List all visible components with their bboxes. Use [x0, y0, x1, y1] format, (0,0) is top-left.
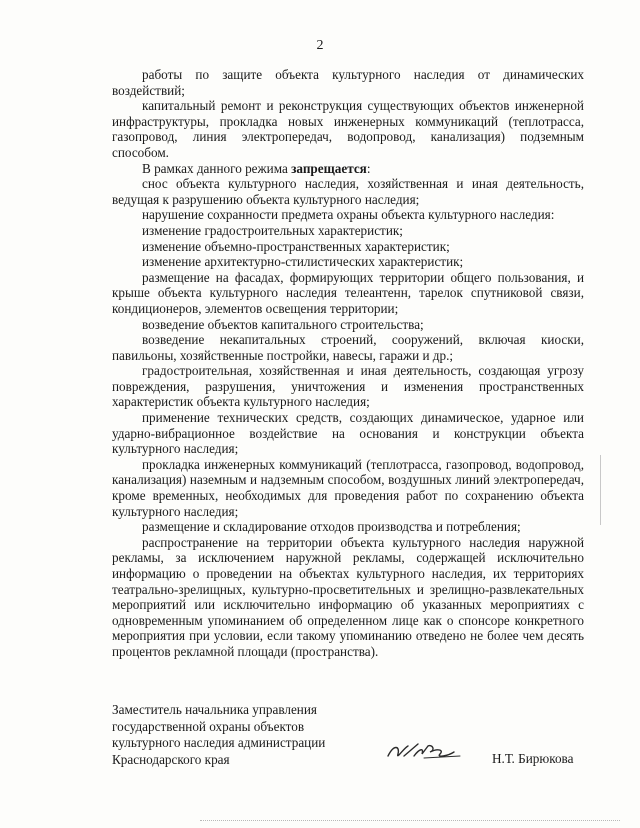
signature-block	[112, 702, 602, 768]
position-line: Краснодарского края	[112, 751, 230, 767]
prohibition-item: изменение градостроительных характеристик;	[142, 222, 403, 238]
page-number: 2	[316, 38, 324, 53]
position-line: Заместитель начальника управления	[112, 702, 317, 717]
prohibition-item: снос объекта культурного наследия, хозяйственная и иная деятельность, ведущая к разрушению объекта культурного наследия;	[112, 176, 584, 207]
paragraph: работы по защите объекта культурного наследия от динамических воздействий;	[112, 67, 584, 98]
signatory-name: Н.Т. Бирюкова	[492, 751, 574, 766]
prohibition-item: нарушение сохранности предмета охраны объекта культурного наследия:	[142, 207, 555, 223]
regime-intro-bold: запрещается	[291, 160, 367, 176]
signatory-position	[112, 702, 372, 768]
prohibition-item: размещение и складирование отходов производства и потребления;	[142, 519, 521, 535]
prohibition-item: прокладка инженерных коммуникаций (теплотрасса, газопровод, водопровод, канализация) наземным и надземным способом, воздушных линий электропередач, кроме временных, необходимых для проведения работ по сохранению объекта культурного наследия;	[112, 456, 584, 519]
prohibition-item: градостроительная, хозяйственная и иная деятельность, создающая угрозу повреждения, разрушения, уничтожения и изменения пространственных характеристик объекта культурного наследия;	[112, 363, 584, 410]
regime-intro	[112, 161, 584, 177]
prohibition-item: изменение архитектурно-стилистических характеристик;	[142, 254, 464, 270]
scan-artifact	[200, 820, 620, 821]
regime-intro-prefix: В рамках данного режима	[142, 160, 292, 176]
regime-intro-suffix: :	[366, 160, 371, 176]
scan-artifact	[600, 455, 601, 525]
prohibition-item: распространение на территории объекта культурного наследия наружной рекламы, за исключением наружной рекламы, содержащей исключительно информацию о проведении на объектах культурного наследия, их территориях театрально-зрелищных, культурно-просветительных и зрелищно-развлекательных мероприятий или исключительно информацию об указанных мероприятиях с одновременным упоминанием об определенном лице как о спонсоре конкретного мероприятия при условии, если такому упоминанию отведено не более чем десять процентов рекламной площади (пространства).	[112, 534, 584, 659]
prohibition-item: возведение некапитальных строений, сооружений, включая киоски, павильоны, хозяйственные постройки, навесы, гаражи и др.;	[112, 332, 584, 363]
document-body	[112, 67, 584, 660]
prohibition-item: размещение на фасадах, формирующих территории общего пользования, и крыше объекта культурного наследия телеантенн, тарелок спутниковой связи, кондиционеров, элементов освещения территории;	[112, 269, 584, 316]
prohibition-item: применение технических средств, создающих динамическое, ударное или ударно-вибрационное воздействие на основания и конструкции объекта культурного наследия;	[112, 410, 584, 457]
position-line: культурного наследия администрации	[112, 735, 326, 750]
prohibition-item: возведение объектов капитального строительства;	[142, 316, 424, 332]
position-line: государственной охраны объектов	[112, 718, 305, 734]
paragraph: капитальный ремонт и реконструкция существующих объектов инженерной инфраструктуры, прокладка новых инженерных коммуникаций (теплотрасса, газопровод, линия электропередач, водопровод, канализация) подземным способом.	[112, 98, 584, 160]
handwritten-signature-icon	[384, 734, 464, 766]
prohibition-item: изменение объемно-пространственных характеристик;	[142, 238, 450, 254]
